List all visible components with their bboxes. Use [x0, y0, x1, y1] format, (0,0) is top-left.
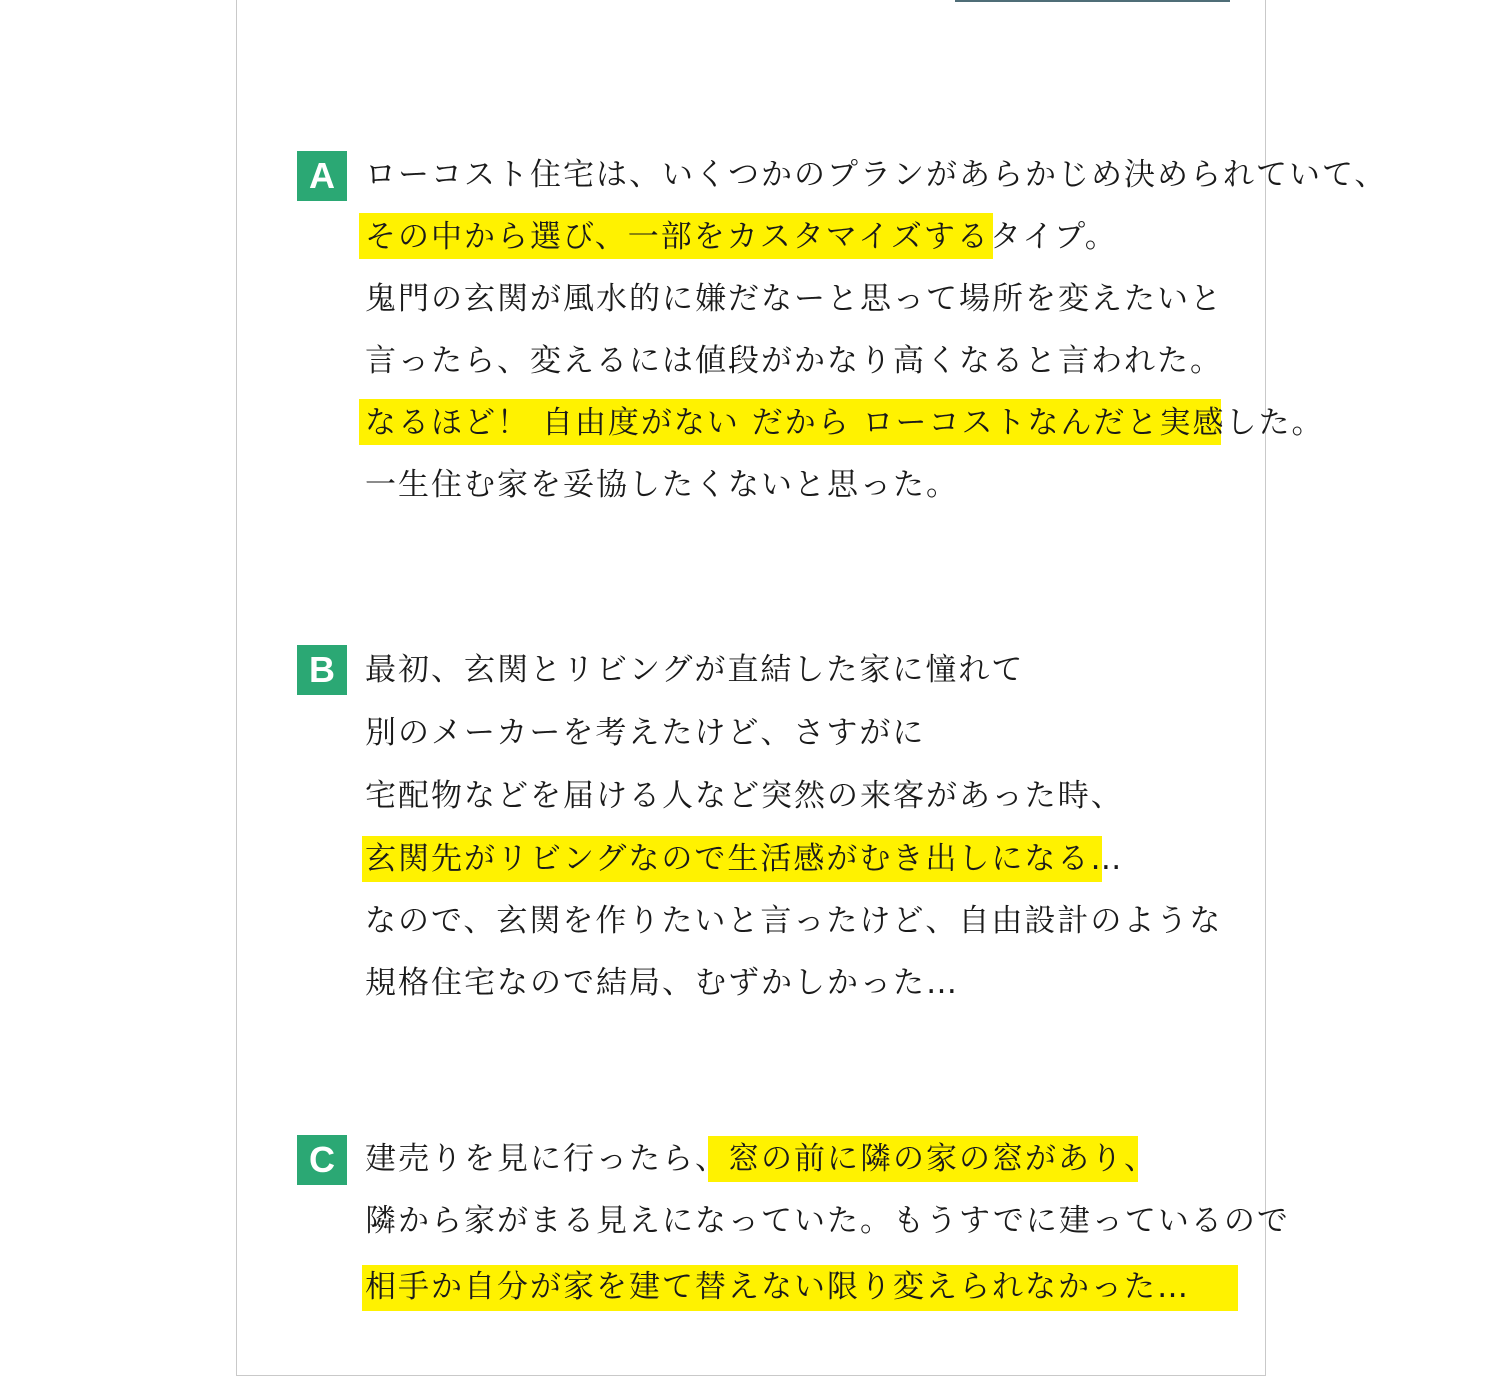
text-line: 建売りを見に行ったら、窓の前に隣の家の窓があり、	[365, 1141, 1157, 1177]
text-line: 別のメーカーを考えたけど、さすがに	[365, 715, 926, 751]
text-line: 玄関先がリビングなので生活感がむき出しになる…	[365, 841, 1124, 877]
top-accent-bar	[955, 0, 1230, 2]
section-badge-c: C	[297, 1135, 347, 1185]
text-line: 一生住む家を妥協したくないと思った。	[365, 467, 959, 503]
text-line: 宅配物などを届ける人など突然の来客があった時、	[365, 778, 1124, 814]
section-badge-a: A	[297, 151, 347, 201]
text-line: ローコスト住宅は、いくつかのプランがあらかじめ決められていて、	[365, 157, 1388, 193]
text-line: 言ったら、変えるには値段がかなり高くなると言われた。	[365, 343, 1223, 379]
text-line: 隣から家がまる見えになっていた。もうすでに建っているので	[365, 1203, 1290, 1239]
text-line: 相手か自分が家を建て替えない限り変えられなかった…	[365, 1269, 1190, 1305]
section-badge-b: B	[297, 645, 347, 695]
text-line: なるほど！ 自由度がない だから ローコストなんだと実感した。	[365, 405, 1325, 441]
text-line: 鬼門の玄関が風水的に嫌だなーと思って場所を変えたいと	[365, 281, 1223, 317]
text-line: 最初、玄関とリビングが直結した家に憧れて	[365, 652, 1025, 688]
text-line: その中から選び、一部をカスタマイズするタイプ。	[365, 219, 1118, 255]
text-line: 規格住宅なので結局、むずかしかった…	[365, 965, 959, 1001]
text-line: なので、玄関を作りたいと言ったけど、自由設計のような	[365, 903, 1223, 939]
